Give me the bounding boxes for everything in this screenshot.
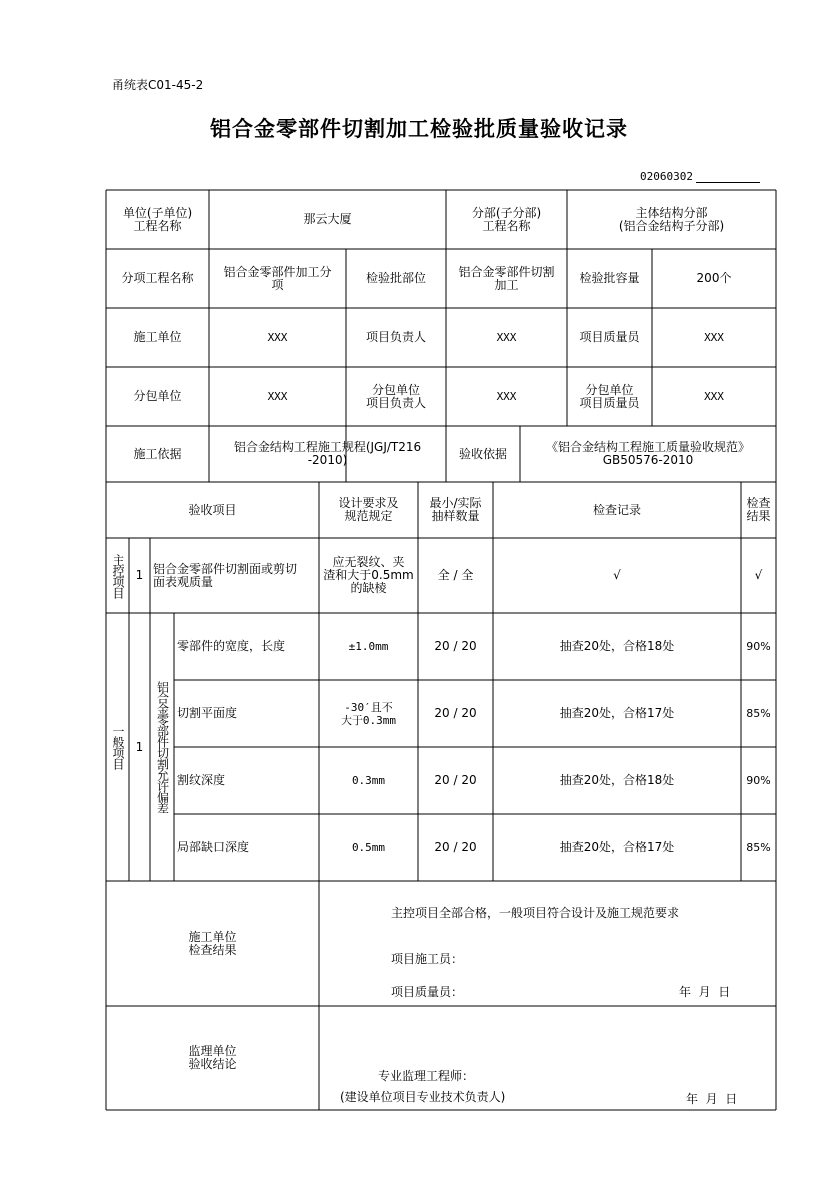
general-item-name: 切割平面度 (177, 706, 238, 720)
unit-name-value: 那云大厦 (303, 212, 352, 226)
general-item-result: 85% (746, 841, 771, 854)
general-item-result: 90% (746, 640, 771, 653)
general-item-sample: 20 / 20 (434, 773, 477, 787)
item-name-label: 分项工程名称 (121, 271, 194, 285)
col-acceptance-item: 验收项目 (188, 502, 237, 517)
acceptance-basis-label: 验收依据 (458, 446, 507, 461)
division-name-value: 主体结构分部 (铝合金结构子分部) (618, 205, 725, 233)
general-item-sample: 20 / 20 (434, 840, 477, 854)
col-sample-quantity: 最小/实际 抽样数量 (429, 496, 482, 523)
main-control-group (106, 538, 129, 613)
contractor-value: XXX (267, 331, 288, 344)
general-item-sample: 20 / 20 (434, 706, 477, 720)
page-title: 铝合金零部件切割加工检验批质量验收记录 (210, 116, 628, 141)
main-control-item: 铝合金零部件切割面或剪切 面表观质量 (153, 561, 298, 589)
project-manager-label: 项目负责人 (365, 330, 426, 344)
subcontractor-value: XXX (267, 390, 288, 403)
general-subgroup (150, 613, 174, 881)
general-item-record: 抽查20处，合格17处 (559, 706, 675, 720)
main-control-no: 1 (135, 568, 144, 582)
sub-manager-value: XXX (496, 390, 517, 403)
item-name-value: 铝合金零部件加工分 项 (223, 264, 332, 292)
inspection-conclusion: 主控项目全部合格，一般项目符合设计及施工规范要求 (391, 906, 680, 920)
general-item-design: 0.5mm (351, 841, 386, 854)
doc-number-value: 02060302 (640, 170, 693, 183)
general-item-name: 零部件的宽度，长度 (177, 639, 286, 653)
unit-name-label: 单位(子单位) 工程名称 (122, 205, 193, 233)
main-control-group-label: 主控项目 (111, 553, 125, 598)
contractor-label: 施工单位 (133, 330, 182, 344)
subcontractor-label: 分包单位 (133, 389, 182, 403)
general-group (106, 613, 129, 881)
general-item-name: 割纹深度 (177, 773, 226, 787)
general-item-sample: 20 / 20 (434, 639, 477, 653)
supervision-date: 年 月 日 (686, 1092, 738, 1106)
construction-basis-label: 施工依据 (133, 446, 182, 461)
general-group-label: 一般项目 (111, 725, 125, 769)
quality-officer-label: 项目质量员 (579, 330, 640, 344)
form-code: 甬统表C01-45-2 (112, 78, 204, 92)
general-item-name: 局部缺口深度 (177, 840, 250, 854)
construction-basis-value: 铝合金结构工程施工规程(JGJ/T216 -2010) (233, 440, 422, 467)
supervision-engineer-label: 专业监理工程师： (378, 1069, 475, 1083)
inspection-worker-label: 项目施工员： (391, 952, 464, 966)
main-control-sample: 全 / 全 (437, 568, 474, 582)
general-item-record: 抽查20处，合格18处 (559, 639, 675, 653)
division-name-label: 分部(子分部) 工程名称 (471, 205, 542, 233)
general-subgroup-label: 铝合金零部件切割允许偏差 (155, 681, 170, 813)
general-item-design: -30′且不 大于0.3mm (340, 700, 397, 727)
inspection-date: 年 月 日 (679, 985, 731, 999)
acceptance-basis-value: 《铝合金结构工程施工质量验收规范》 GB50576-2010 (545, 440, 750, 467)
batch-part-value: 铝合金零部件切割 加工 (458, 264, 555, 292)
main-control-record: √ (613, 568, 621, 582)
sub-quality-label: 分包单位 项目质量员 (579, 382, 640, 410)
col-inspection-record: 检查记录 (592, 502, 641, 517)
main-control-design: 应无裂纹、夹 渣和大于0.5mm 的缺棱 (323, 555, 414, 595)
general-item-result: 90% (746, 774, 771, 787)
general-item-design: ±1.0mm (348, 640, 389, 653)
general-item-record: 抽查20处，合格17处 (559, 840, 675, 854)
sub-quality-value: XXX (704, 390, 724, 403)
general-item-record: 抽查20处，合格18处 (559, 773, 675, 787)
inspection-quality-label: 项目质量员： (391, 985, 464, 999)
batch-capacity-label: 检验批容量 (579, 271, 640, 285)
project-manager-value: XXX (496, 331, 517, 344)
col-design-requirement: 设计要求及 规范规定 (338, 496, 399, 523)
batch-capacity-value: 200个 (696, 271, 732, 285)
col-inspection-result: 检查 结果 (746, 496, 771, 523)
general-no: 1 (135, 739, 144, 754)
sub-manager-label: 分包单位 项目负责人 (365, 382, 426, 410)
main-control-result: √ (754, 568, 763, 582)
supervision-owner-note: (建设单位项目专业技术负责人) (340, 1090, 506, 1104)
general-item-design: 0.3mm (351, 774, 386, 787)
batch-part-label: 检验批部位 (365, 271, 426, 285)
general-item-result: 85% (746, 707, 771, 720)
supervision-conclusion-label: 监理单位 验收结论 (188, 1044, 237, 1071)
inspection-result-label: 施工单位 检查结果 (188, 929, 237, 957)
quality-officer-value: XXX (704, 331, 724, 344)
